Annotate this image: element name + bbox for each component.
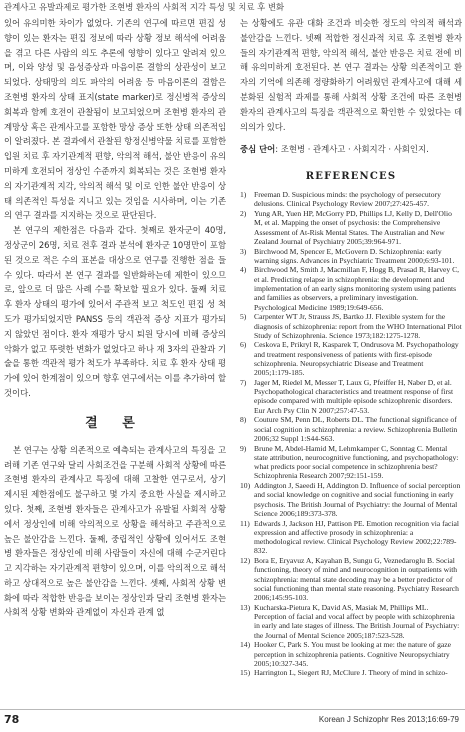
reference-text: Couture SM, Penn DL, Roberts DL. The functional significance of social cognition in schizophrenia: a review. Schizophrenia Bulletin 2006;32 Suppl 1:S44-S63. [254, 415, 458, 443]
reference-text: Jager M, Riedel M, Messer T, Laux G, Pfeiffer H, Naber D, et al. Psychopathological characteristics and treatment response of first episode compared with multiple episode schizophrenic disorders. Eur Arch Psy Clin N 2007;257:47-53. [254, 377, 454, 415]
reference-number: 5) [240, 312, 247, 322]
reference-item [240, 668, 462, 677]
reference-number: 7) [240, 377, 247, 387]
reference-item [240, 519, 462, 556]
page-footer [0, 709, 465, 732]
reference-item [240, 312, 462, 340]
reference-text: Edwards J, Jackson HJ, Pattison PE. Emotion recognition via facial expression and affective prosody in schizophrenia: a methodological review. Clinical Psychology Review 2002;22:789-832. [254, 518, 459, 556]
reference-item [240, 640, 462, 668]
reference-text: Bora E, Eryavuz A, Kayahan B, Sungu G, Veznedaroglu B. Social functioning, theory of mind and neurocognition in outpatients with schizophrenia: mental state decoding may be a better predictor of social functioning than mental state reasoning. Psychiatry Research 2006;145:95-103. [254, 556, 459, 603]
reference-number: 14) [240, 640, 251, 650]
keywords-text: : 조현병 · 관계사고 · 사회지각 · 사회인지. [275, 144, 429, 155]
conclusion-heading: 결 론 [85, 415, 145, 431]
reference-item [240, 209, 462, 246]
reference-text: Brune M, Abdel-Hamid M, Lehmkamper C, Sonntag C. Mental state attribution, neurocognitive functioning, and psychopathology: what predicts poor social competence in schizophrenia best? Schizophrenia Research 2007;92:151-159. [254, 443, 459, 481]
reference-item [240, 444, 462, 481]
body-paragraph: 있어 유의미한 차이가 없었다. 기존의 연구에 따르면 편집 성향이 있는 환자는 편집 정보에 따라 상황 정보 해석에 어려움을 겪고 다른 사람의 의도 추론에 영향이 있다고 알려져 있으며, 이와 양성 및 음성증상과 마음이론 결함의 상관성이 보고되었다. 상태망의 의도 파악의 어려움 등 마음이론의 결함은 조현병 환자의 상태 표지(state marker)로 정신병적 증상의 회복과 함께 호전이 관찰됨이 보고되었으며 조현병 환자의 관계망상 혹은 관계사고를 포함한 망상 증상 또한 상태 의존적임이 알려졌다. 본 결과에서 관찰된 항정신병약물 치료를 포함한 입원 치료 후 자기관계적 편향, 악의적 해석, 불안 반응이 유의미하게 호전되어 정상인 수준까지 회복되는 것은 조현병 환자의 자기관계적 지각, 악의적 해석 및 이로 인한 불안 반응이 상태 의존적인 특성을 지니고 있는 것임을 시사하며, 이는 기존의 연구 결과를 지지하는 것으로 판단된다. [4, 18, 226, 221]
limitations-paragraph: 본 연구의 제한점은 다음과 같다. 첫째로 환자군이 40명, 정상군이 26명, 치료 전후 결과 분석에 환자군 10명만이 포함된 것으로 적은 수의 표본을 대상으로 연구를 진행한 점을 들 수 있다. 따라서 본 연구 결과를 일반화하는데 제한이 있으므로, 앞으로 더 많은 사례 수를 확보할 필요가 있다. 둘째 치료 후 환자 상태의 평가에 있어서 주관적 보고 척도인 편집 성 척도가 평가되었지만 PANSS 등의 객관적 증상 지표가 평가되지 않았던 점이다. 환자 재평가 당시 퇴원 당시에 비해 증상의 악화가 없고 뚜렷한 변화가 없었다고 하나 재 3자의 관찰과 기술을 통한 객관적 평가 척도가 부족하다. 치료 후 환자 상태 평가에 있어 한계점이 있으며 향후 연구에서는 이를 추가하여 할 것이다. [4, 225, 226, 398]
reference-item [240, 603, 462, 640]
reference-number: 15) [240, 668, 251, 678]
reference-number: 10) [240, 481, 251, 491]
reference-text: Freeman D. Suspicious minds: the psychology of persecutory delusions. Clinical Psychology Review 2007;27:425-457. [254, 190, 441, 209]
reference-number: 6) [240, 340, 247, 350]
reference-number: 8) [240, 415, 247, 425]
reference-item [240, 378, 462, 415]
reference-number: 13) [240, 602, 251, 612]
reference-number: 3) [240, 246, 247, 256]
reference-item [240, 247, 462, 266]
right-column [240, 16, 462, 706]
reference-text: Birchwood M, Smith J, Macmillan F, Hogg B, Prasad R, Harvey C, et al. Predicting relapse in schizophrenia: the development and implementation of an early signs monitoring system using patients and families as observers, a preliminary investigation. Psychological Medicine 1989;19:649-656. [254, 265, 460, 312]
references-heading: REFERENCES [305, 171, 397, 183]
reference-text: Kucharska-Pietura K, David AS, Masiak M, Phillips ML. Perception of facial and vocal affect by people with schizophrenia in early and late stages of illness. The British Journal of Psychiatry: the Journal of Mental Science 2005;187:523-528. [254, 602, 460, 640]
reference-text: Birchwood M, Spencer E, McGovern D. Schizophrenia: early warning signs. Advances in Psychiatric Treatment 2000;6:93-101. [254, 246, 455, 265]
reference-item [240, 415, 462, 443]
reference-text: Hooker C, Park S. You must be looking at me: the nature of gaze perception in schizophrenia patients. Cognitive Neuropsychiatry 2005;10:327-345. [254, 640, 451, 668]
reference-text: Carpenter WT Jr, Strauss JS, Bartko JJ. Flexible system for the diagnosis of schizophrenia: report from the WHO International Pilot Study of Schizophrenia. Science 1973;182:1275-1278. [254, 312, 462, 340]
left-column [4, 16, 226, 706]
reference-item [240, 481, 462, 518]
conclusion-continuation: 는 상황에도 유관 대화 조건과 비슷한 정도의 악의적 해석과 불안감을 느낀다. 넷째 적합한 정신과적 치료 후 조현병 환자들의 자기관계적 편향, 악의적 해석, 불안 반응은 치료 전에 비해 유의미하게 호전된다. 본 연구 결과는 상황 의존적이고 환자의 기억에 의존해 정량화하기 어려웠던 관계사고에 대해 세분화된 실험적 과제를 통해 사회적 상황 조건에 따른 조현병 환자의 관계사고의 특징을 객관적으로 확인한 수 있었다는 데 의의가 있다. [240, 18, 462, 132]
reference-item [240, 340, 462, 377]
reference-item [240, 190, 462, 209]
reference-text: Harrington L, Siegert RJ, McClure J. Theory of mind in schizo- [254, 668, 448, 678]
reference-number: 9) [240, 443, 247, 453]
reference-number: 12) [240, 556, 251, 566]
reference-text: Ceskova E, Prikryl R, Kasparek T, Ondrusova M. Psychopathology and treatment responsiveness of patients with first-episode schizophrenia. Neuropsychiatric Disease and Treatment 2005;1:179-185. [254, 340, 459, 378]
reference-number: 11) [240, 518, 250, 528]
reference-number: 1) [240, 190, 247, 200]
keywords [240, 142, 462, 157]
reference-item [240, 265, 462, 311]
keywords-label: 중심 단어 [240, 144, 276, 155]
reference-number: 2) [240, 209, 247, 219]
reference-text: Addington J, Saeedi H, Addington D. Influence of social perception and social knowledge on cognitive and social functioning in early psychosis. The British Journal of Psychiatry: the Journal of Mental Science 2006;189:373-378. [254, 481, 461, 518]
reference-list [240, 190, 462, 678]
reference-text: Yung AR, Yuen HP, McGorry PD, Phillips LJ, Kelly D, Dell'Olio M, et al. Mapping the onset of psychosis: the Comprehensive Assessment of At-Risk Mental States. The Australian and New Zealand Journal of Psychiatry 2005;39:964-971. [254, 209, 452, 246]
journal-citation: Korean J Schizophr Res 2013;16:69-79 [318, 715, 459, 724]
reference-number: 4) [240, 265, 247, 275]
page-number: 78 [4, 713, 20, 726]
running-head: 관계사고 유발과제로 평가한 조현병 환자의 사회적 지각 특성 및 치료 후 변화 [4, 2, 285, 12]
conclusion-paragraph: 본 연구는 상황 의존적으로 예측되는 관계사고의 특징을 고려해 기존 연구와 달리 사회조건을 구분해 사회적 상황에 따른 조현병 환자의 관계사고 특징에 대해 고찰한 연구로서, 상기 제시된 제한점에도 불구하고 몇 가지 중요한 사실을 제시하고 있다. 첫째, 조현병 환자들은 관계사고가 유발될 사회적 상황에서 정상인에 비해 악의적으로 상황을 해석하고 주관적으로 높은 불안감을 느낀다. 둘째, 중립적인 상황에 있어서도 조현병 환자들은 정상인에 비해 사람들이 자신에 대해 수군거린다고 지각하는 자기관계적 편향이 있으며, 이를 악의적으로 해석하고 상대적으로 높은 불안감을 느낀다. 셋째, 사회적 상황 변화에 따라 적합한 반응을 보이는 정상인과 달리 조현병 환자는 사회적 상황 변화와 관계없이 자신과 관계 없 [4, 444, 226, 618]
reference-item [240, 556, 462, 602]
